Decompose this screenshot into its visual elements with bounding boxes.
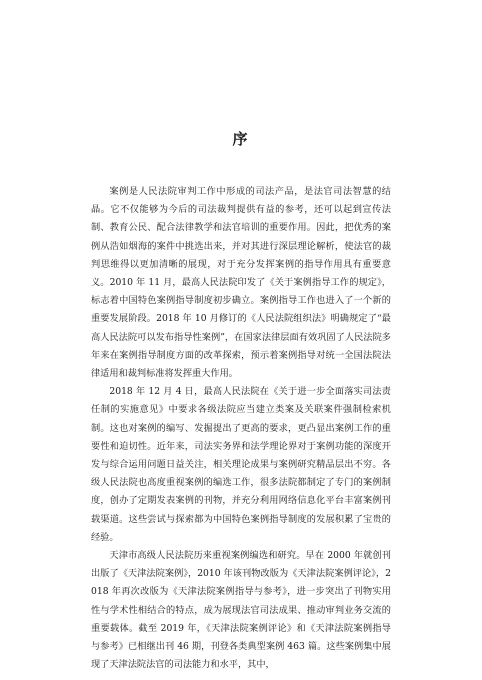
preface-title: 序: [232, 130, 250, 148]
preface-body: [91, 183, 391, 674]
paragraph-1: 案例是人民法院审判工作中形成的司法产品，是法官司法智慧的结晶。它不仅能够为今后的司法裁判提供有益的参考，还可以起到宣传法制、教育公民、配合法律教学和法官培训的重要作用。因此，把优秀的案例从浩如烟海的案件中挑选出来，并对其进行深层理论解析，使法官的裁判思维得以更加清晰的展现，对于充分发挥案例的指导作用具有重要意义。2010 年 11 月，最高人民法院印发了《关于案例指导工作的规定》，标志着中国特色案例指导制度初步确立。案例指导工作也进入了一个新的重要发展阶段。2018 年 10 月修订的《人民法院组织法》明确规定了“最高人民法院可以发布指导性案例”，在国家法律层面有效巩固了人民法院多年来在案例指导制度方面的改革探索，预示着案例指导对统一全国法院法律适用和裁判标准将发挥重大作用。: [91, 186, 391, 380]
paragraph-2: 2018 年 12 月 4 日，最高人民法院在《关于进一步全面落实司法责任制的实施意见》中要求各级法院应当建立类案及关联案件强制检索机制。这也对案例的编写、发掘提出了更高的要求，更凸显出案例工作的重要性和迫切性。近年来，司法实务界和法学理论界对于案例功能的深度开发与综合运用问题日益关注，相关理论成果与案例研究精品层出不穷。各级人民法院也高度重视案例的编选工作，很多法院都制定了专门的案例制度，创办了定期发表案例的刊物，并充分利用网络信息化平台丰富案例刊载渠道。这些尝试与探索都为中国特色案例指导制度的发展积累了宝贵的经验。: [91, 386, 391, 543]
paragraph-3: 天津市高级人民法院历来重视案例编选和研究。早在 2000 年就创刊出版了《天津法院案例》，2010 年该刊物改版为《天津法院案例评论》，2018 年再次改版为《天津法院案例指导与参考》，进一步突出了刊物实用性与学术性相结合的特点，成为展现法官司法成果、推动审判业务交流的重要载体。截至 2019 年，《天津法院案例评论》和《天津法院案例指导与参考》已相继出刊 46 期，刊登各类典型案例 463 篇。这些案例集中展现了天津法院法官的司法能力和水平，其中，: [91, 550, 391, 671]
